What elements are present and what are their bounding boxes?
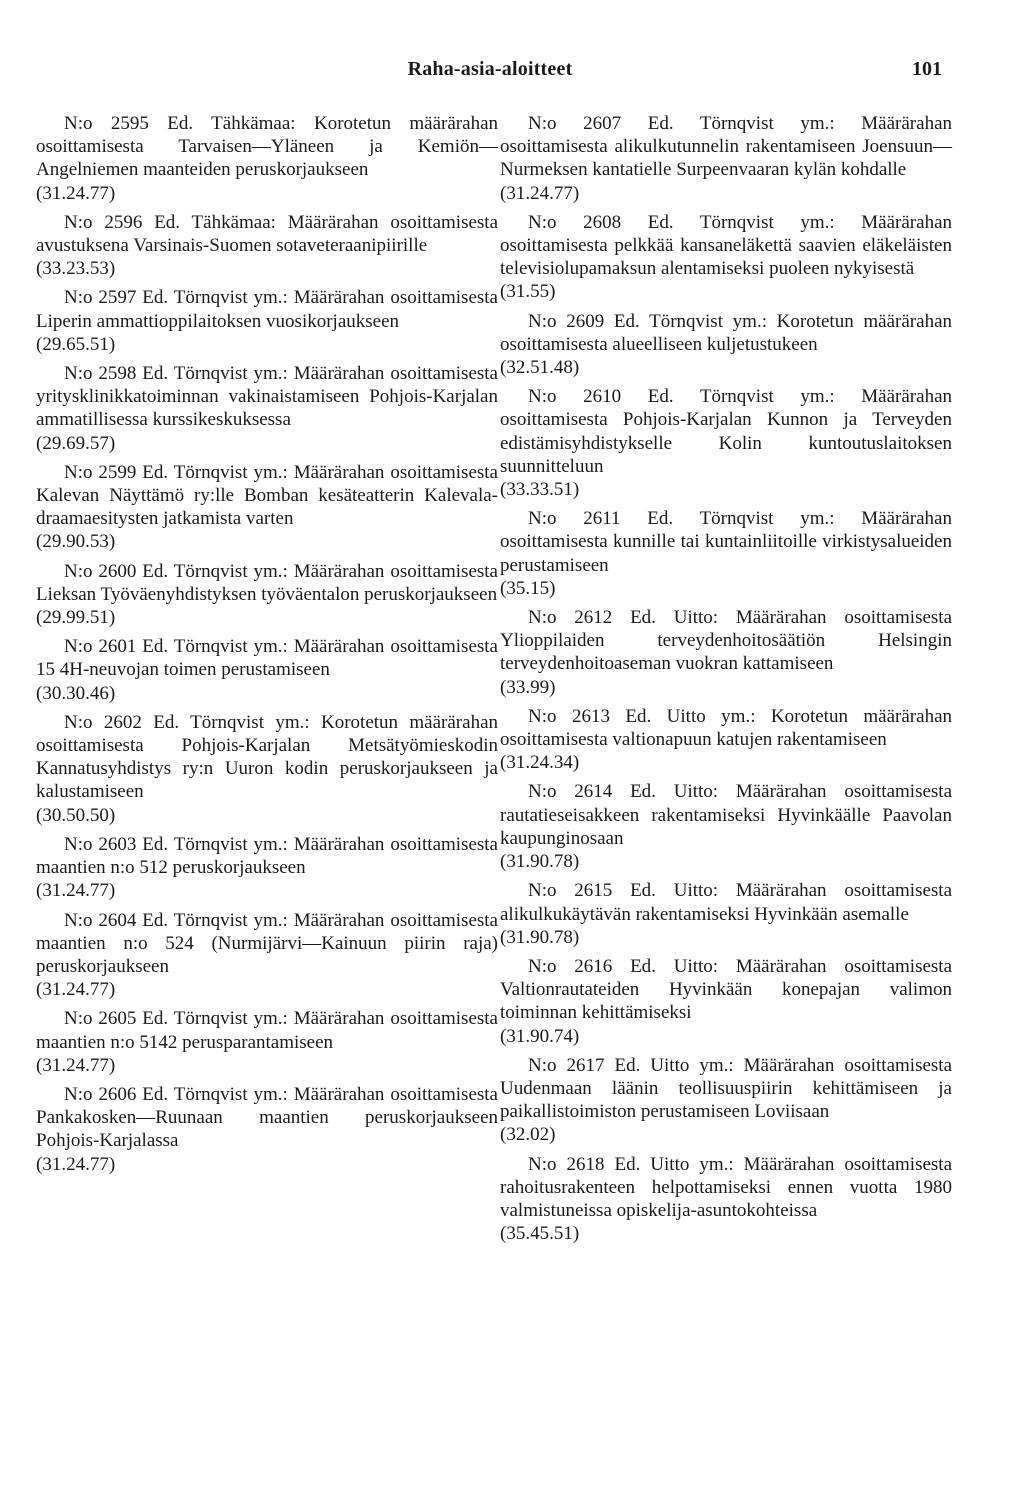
motion-text: N:o 2597 Ed. Törnqvist ym.: Määrärahan osoittamisesta Liperin ammattioppilaitoksen vuosikorjaukseen (36, 287, 498, 332)
motion-entry (500, 211, 952, 304)
motion-text: N:o 2609 Ed. Törnqvist ym.: Korotetun määrärahan osoittamisesta alueelliseen kuljetustukeen (500, 310, 952, 355)
motion-text: N:o 2614 Ed. Uitto: Määrärahan osoittamisesta rautatieseisakkeen rakentamiseksi Hyvinkäälle Paavolan kaupunginosaan (500, 781, 952, 849)
motion-entry (36, 362, 498, 455)
budget-reference: (29.90.53) (36, 531, 116, 553)
motion-entry (500, 1054, 952, 1147)
motion-text: N:o 2601 Ed. Törnqvist ym.: Määrärahan osoittamisesta 15 4H-neuvojan toimen perustamiseen (36, 636, 498, 681)
budget-reference: (31.24.34) (500, 752, 580, 774)
motion-text: N:o 2595 Ed. Tähkämaa: Korotetun määrärahan osoittamisesta Tarvaisen—Yläneen ja Kemiön—Angelniemen maanteiden peruskorjaukseen (36, 113, 498, 181)
motion-text: N:o 2605 Ed. Törnqvist ym.: Määrärahan osoittamisesta maantien n:o 5142 perusparantamiseen (36, 1008, 498, 1053)
motion-entry (500, 1153, 952, 1246)
budget-reference: (31.24.77) (36, 1054, 116, 1076)
budget-reference: (33.33.51) (500, 479, 580, 501)
budget-reference: (33.23.53) (36, 258, 116, 280)
motion-entry (36, 286, 498, 356)
motion-entry (36, 1007, 498, 1077)
motion-text: N:o 2599 Ed. Törnqvist ym.: Määrärahan osoittamisesta Kalevan Näyttämö ry:lle Bomban kesäteatterin Kalevala-draamaesitysten jatkamista varten (36, 461, 498, 530)
motion-entry (500, 879, 952, 949)
motion-entry (500, 385, 952, 501)
budget-reference: (31.24.77) (36, 880, 116, 902)
budget-reference: (31.24.77) (36, 182, 116, 204)
motion-text: N:o 2611 Ed. Törnqvist ym.: Määrärahan osoittamisesta kunnille tai kuntainliitoille virkistysalueiden perustamiseen (500, 508, 952, 576)
motion-text: N:o 2617 Ed. Uitto ym.: Määrärahan osoittamisesta Uudenmaan läänin teollisuuspiirin kehittämiseen ja paikallistoimiston perustamiseen Loviisaan (500, 1054, 952, 1123)
motion-entry (36, 909, 498, 1002)
budget-reference: (30.50.50) (36, 804, 116, 826)
motion-text: N:o 2610 Ed. Törnqvist ym.: Määrärahan osoittamisesta Pohjois-Karjalan Kunnon ja Terveyden edistämisyhdistykselle Kolin kuntoutuslaitoksen suunnitteluun (500, 386, 952, 477)
motion-text: N:o 2598 Ed. Törnqvist ym.: Määrärahan osoittamisesta yritysklinikkatoiminnan vakinaistamiseen Pohjois-Karjalan ammatillisessa kurssikeskuksessa (36, 363, 498, 431)
budget-reference: (30.30.46) (36, 682, 116, 704)
budget-reference: (35.15) (500, 577, 556, 599)
page-header (0, 58, 1024, 88)
motion-text: N:o 2608 Ed. Törnqvist ym.: Määrärahan osoittamisesta pelkkää kansaneläkettä saavien eläkeläisten televisiolupamaksun alentamiseksi puoleen nykyisestä (500, 211, 952, 280)
budget-reference: (29.69.57) (36, 432, 116, 454)
motion-entry (36, 711, 498, 827)
budget-reference: (31.55) (500, 281, 556, 303)
motion-entry (36, 635, 498, 705)
motion-entry (500, 606, 952, 699)
budget-reference: (31.24.77) (36, 1153, 116, 1175)
motion-text: N:o 2616 Ed. Uitto: Määrärahan osoittamisesta Valtionrautateiden Hyvinkään konepajan valimon toiminnan kehittämiseksi (500, 955, 952, 1024)
budget-reference: (31.90.78) (500, 926, 580, 948)
motion-entry (36, 1083, 498, 1176)
motion-text: N:o 2615 Ed. Uitto: Määrärahan osoittamisesta alikulkukäytävän rakentamiseksi Hyvinkään asemalle (500, 880, 952, 925)
budget-reference: (29.65.51) (36, 333, 116, 355)
running-title: Raha-asia-aloitteet (407, 58, 573, 80)
budget-reference: (33.99) (500, 676, 556, 698)
motion-entry (36, 112, 498, 205)
budget-reference: (31.24.77) (36, 979, 116, 1001)
motion-text: N:o 2618 Ed. Uitto ym.: Määrärahan osoittamisesta rahoitusrakenteen helpottamiseksi ennen vuotta 1980 valmistuneissa opiskelija-asuntokohteissa (500, 1153, 952, 1221)
motion-text: N:o 2606 Ed. Törnqvist ym.: Määrärahan osoittamisesta Pankakosken—Ruunaan maantien peruskorjaukseen Pohjois-Karjalassa (36, 1083, 498, 1152)
budget-reference: (29.99.51) (36, 607, 116, 629)
motion-entry (36, 211, 498, 281)
motion-entry (36, 833, 498, 903)
motion-entry (36, 461, 498, 554)
motion-entry (500, 780, 952, 873)
budget-reference: (32.51.48) (500, 357, 580, 379)
page-number: 101 (912, 58, 942, 80)
budget-reference: (31.24.77) (500, 182, 580, 204)
motion-entry (500, 112, 952, 205)
budget-reference: (35.45.51) (500, 1223, 580, 1245)
motion-text: N:o 2604 Ed. Törnqvist ym.: Määrärahan osoittamisesta maantien n:o 524 (Nurmijärvi—Kainuun piirin raja) peruskorjaukseen (36, 909, 498, 977)
motion-text: N:o 2600 Ed. Törnqvist ym.: Määrärahan osoittamisesta Lieksan Työväenyhdistyksen työväentalon peruskorjaukseen (36, 560, 498, 605)
motion-entry (500, 310, 952, 380)
motion-text: N:o 2613 Ed. Uitto ym.: Korotetun määrärahan osoittamisesta valtionapuun katujen rakentamiseen (500, 705, 952, 751)
motion-text: N:o 2602 Ed. Törnqvist ym.: Korotetun määrärahan osoittamisesta Pohjois-Karjalan Metsätyömieskodin Kannatusyhdistys ry:n Uuron kodin peruskorjaukseen ja kalustamiseen (36, 711, 498, 803)
motion-entry (500, 507, 952, 600)
budget-reference: (31.90.74) (500, 1025, 580, 1047)
budget-reference: (31.90.78) (500, 851, 580, 873)
motion-text: N:o 2603 Ed. Törnqvist ym.: Määrärahan osoittamisesta maantien n:o 512 peruskorjaukseen (36, 833, 498, 879)
motion-entry (500, 705, 952, 775)
left-column (36, 112, 498, 1182)
motion-text: N:o 2607 Ed. Törnqvist ym.: Määrärahan osoittamisesta alikulkutunnelin rakentamiseen Joensuun—Nurmeksen kantatielle Surpeenvaaran kylän kohdalle (500, 113, 952, 181)
motion-entry (500, 955, 952, 1048)
right-column (500, 112, 952, 1251)
motion-text: N:o 2612 Ed. Uitto: Määrärahan osoittamisesta Ylioppilaiden terveydenhoitosäätiön Helsingin terveydenhoitoaseman vuokran kattamiseen (500, 607, 952, 675)
motion-text: N:o 2596 Ed. Tähkämaa: Määrärahan osoittamisesta avustuksena Varsinais-Suomen sotaveteraanipiirille (36, 211, 498, 257)
motion-entry (36, 560, 498, 630)
budget-reference: (32.02) (500, 1124, 556, 1146)
